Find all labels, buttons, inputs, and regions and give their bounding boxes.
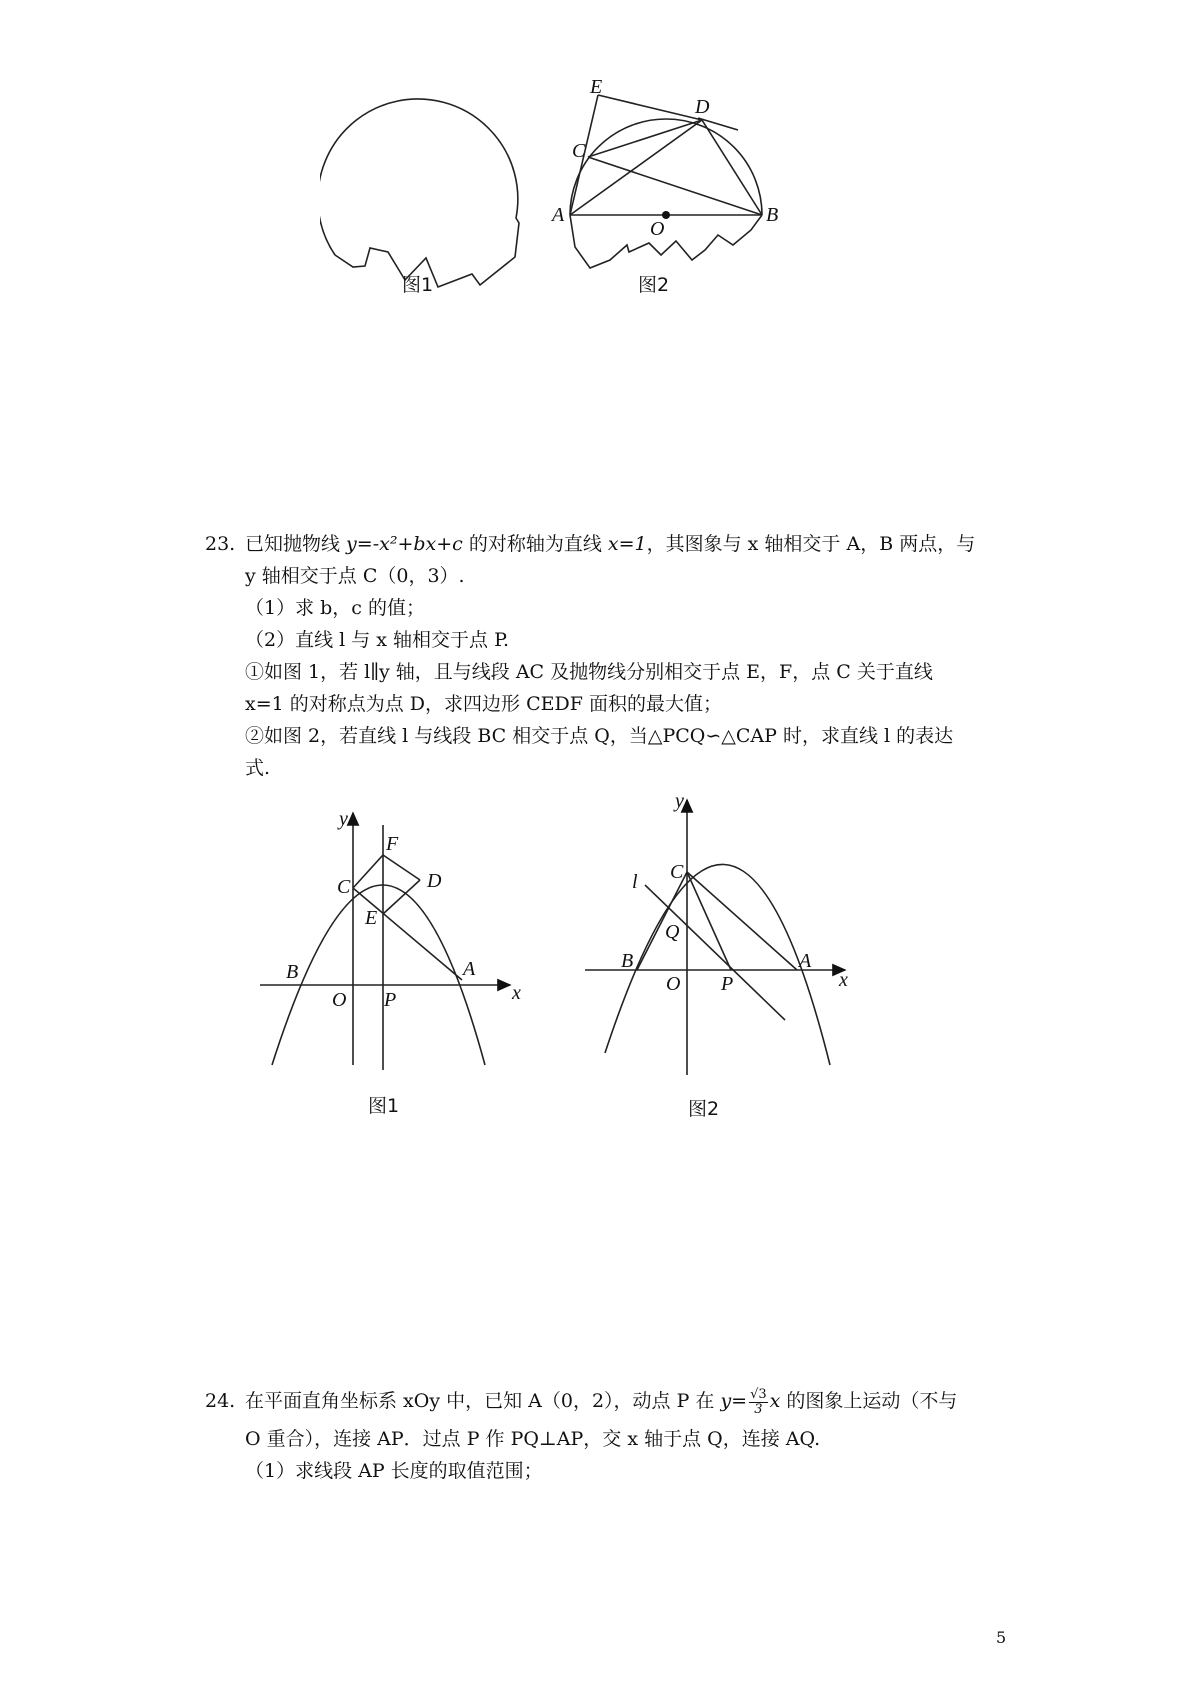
q24-text: 的图象上运动（不与: [780, 1390, 958, 1412]
q23-line-2: y 轴相交于点 C（0，3）.: [245, 565, 465, 587]
fig1-label-y: y: [339, 808, 348, 830]
q24-fraction: [749, 1388, 768, 1417]
fig1-label-f: F: [386, 833, 399, 855]
figure-1-shape: [320, 99, 519, 287]
fig2-label-b: B: [766, 204, 779, 226]
fig2-label-o: O: [666, 973, 681, 995]
fig1-label-p: P: [384, 989, 397, 1011]
fig1-label-d: D: [427, 870, 442, 892]
q24-line-2: O 重合），连接 AP．过点 P 作 PQ⊥AP，交 x 轴于点 Q，连接 AQ.: [245, 1428, 821, 1450]
fig1-parabola: [272, 885, 485, 1065]
fig2-label-o: O: [650, 218, 665, 240]
fig2-label-d: D: [695, 96, 710, 118]
middle-figures: [255, 785, 875, 1125]
q23-part-2: （2）直线 l 与 x 轴相交于点 P.: [245, 629, 510, 651]
q23-part-1: （1）求 b，c 的值；: [245, 597, 425, 619]
fig2-label-e: E: [590, 76, 603, 98]
q23-text: 的对称轴为直线: [462, 533, 608, 555]
fig2-label-l: l: [632, 871, 638, 893]
fig2-label-a: A: [799, 950, 812, 972]
top-figures-svg: [320, 75, 840, 325]
figure-1-label: 图1: [368, 1095, 400, 1117]
fig2-line-l: [645, 885, 785, 1020]
fig2-label-x: x: [839, 969, 848, 991]
fig1-label-x: x: [512, 982, 521, 1004]
fig2-label-p: P: [721, 973, 734, 995]
middle-figures-svg: [255, 785, 875, 1125]
q24-text: 在平面直角坐标系 xOy 中，已知 A（0，2），动点 P 在: [245, 1390, 721, 1412]
figure-2-label: 图2: [638, 274, 670, 296]
fig2-label-q: Q: [665, 921, 680, 943]
figure-2-shape: [570, 95, 762, 268]
figure-1-label: 图1: [402, 274, 434, 296]
fig1-label-c: C: [337, 876, 351, 898]
fig1-label-o: O: [332, 989, 347, 1011]
page-number: 5: [996, 1628, 1007, 1647]
fig2-label-b: B: [621, 950, 634, 972]
fig1-label-a: A: [463, 958, 476, 980]
fig2-label-y: y: [675, 790, 684, 812]
q23-sub-1-line-1: ①如图 1，若 l∥y 轴，且与线段 AC 及抛物线分别相交于点 E，F，点 C 关于直线: [245, 661, 933, 683]
figure-1-diagram: [260, 813, 510, 1070]
figure-2-label: 图2: [688, 1098, 720, 1120]
q24-eq-rhs: x: [769, 1390, 781, 1412]
fig2-segment-bc: [637, 872, 687, 970]
fig2-label-a: A: [552, 204, 565, 226]
question-23: [205, 528, 1005, 784]
fig1-label-e: E: [365, 907, 378, 929]
q23-number: 23.: [205, 533, 236, 555]
q24-fraction-denominator: 3: [754, 1401, 763, 1417]
fig1-label-b: B: [286, 961, 299, 983]
fig2-segment-cp: [687, 872, 731, 970]
q23-equation: y=-x²+bx+c: [346, 533, 463, 555]
figure-2-diagram: [585, 800, 845, 1075]
fig2-parabola: [605, 864, 830, 1065]
fig2-label-c: C: [670, 861, 684, 883]
q23-sub-2-line-1: ②如图 2，若直线 l 与线段 BC 相交于点 Q，当△PCQ∽△CAP 时，求直线 l 的表达: [245, 725, 954, 747]
q23-sub-1-line-2: x=1 的对称点为点 D，求四边形 CEDF 面积的最大值；: [245, 693, 722, 715]
q23-axis: x=1: [607, 533, 647, 555]
q24-part-1: （1）求线段 AP 长度的取值范围；: [245, 1460, 543, 1482]
q23-line-1: [205, 528, 1005, 560]
q23-text: 已知抛物线: [245, 533, 347, 555]
q23-sub-2-line-2: 式.: [245, 757, 271, 779]
q24-line-1: [205, 1385, 1005, 1417]
q24-fraction-numerator: √3: [750, 1386, 767, 1402]
top-figures: [320, 75, 840, 325]
q24-eq-lhs: y=: [720, 1390, 748, 1412]
question-24: [205, 1385, 1005, 1487]
q23-text: ，其图象与 x 轴相交于 A，B 两点，与: [646, 533, 976, 555]
q24-number: 24.: [205, 1390, 236, 1412]
fig2-label-c: C: [572, 140, 586, 162]
